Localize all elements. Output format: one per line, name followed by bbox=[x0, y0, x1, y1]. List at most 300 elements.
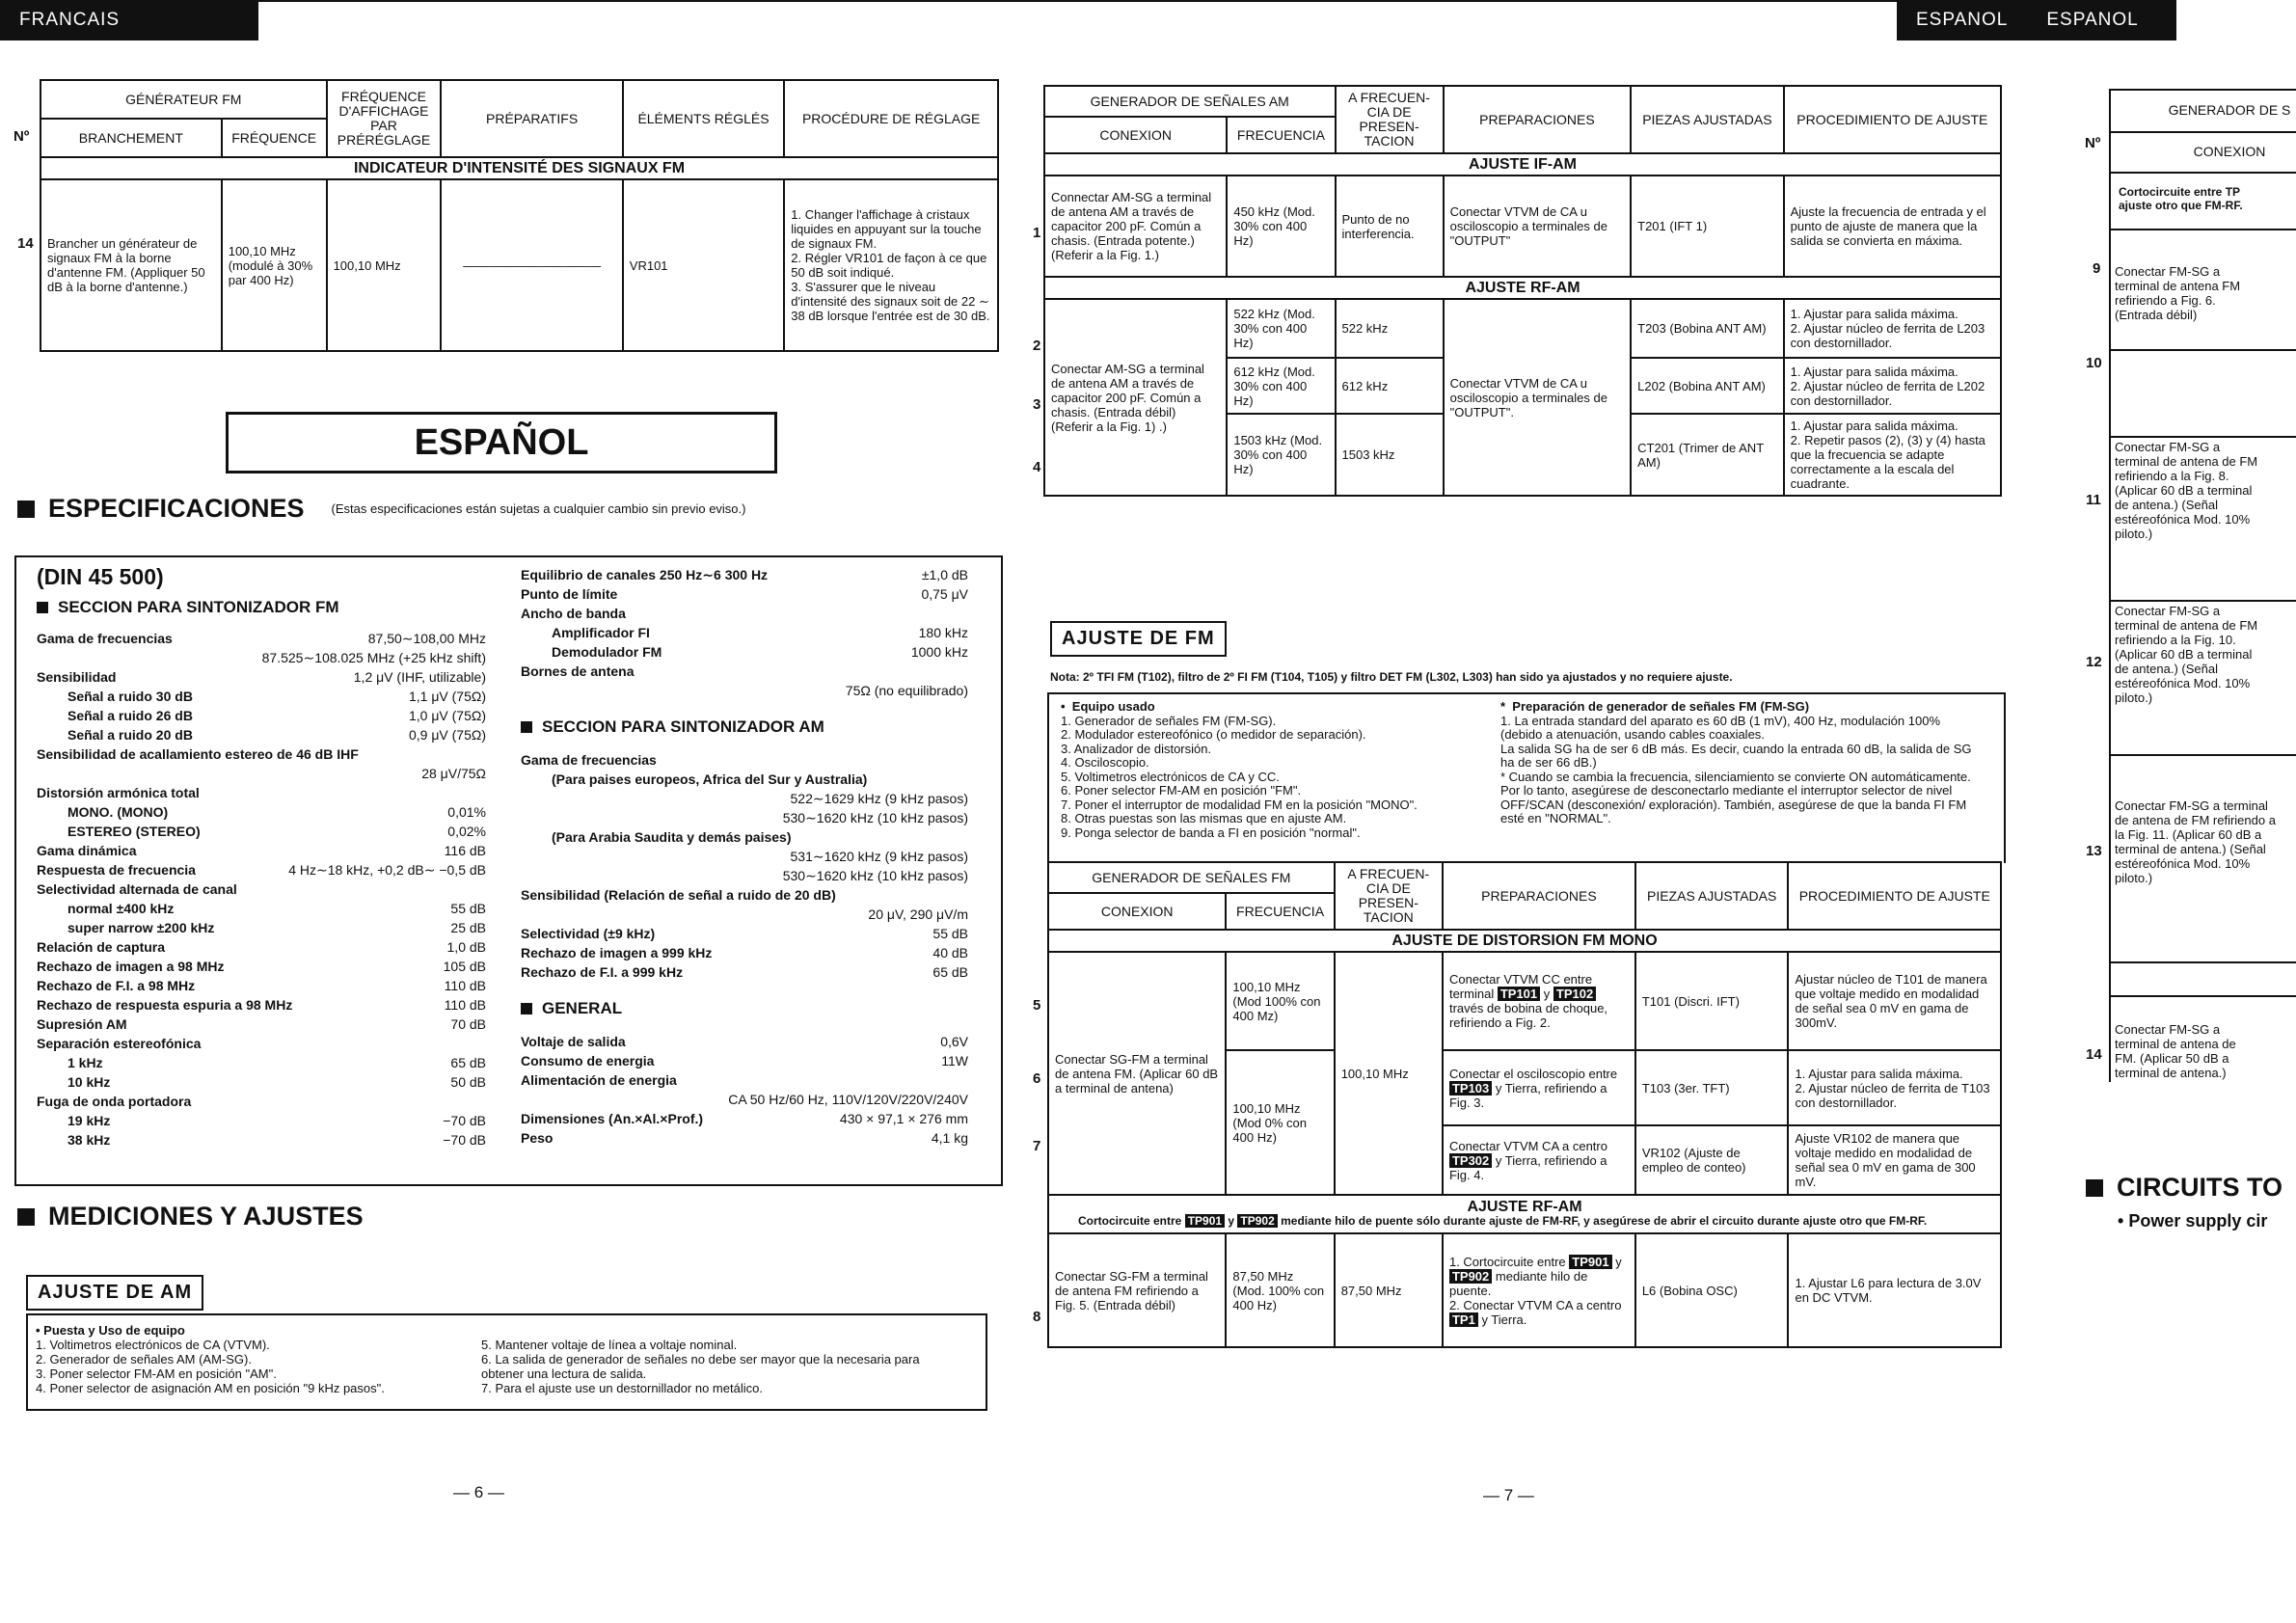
th-conexion: CONEXION bbox=[1044, 117, 1227, 153]
cell-presentacion: 100,10 MHz bbox=[1335, 952, 1443, 1195]
list-item: 7. Para el ajuste use un destornillador no metálico. bbox=[481, 1381, 763, 1395]
page-number-left: — 6 — bbox=[453, 1483, 504, 1501]
list-item: La salida SG ha de ser 6 dB más. Es decir, cuando la entrada 60 dB, la salida de SG ha de ser 66 dB.) bbox=[1500, 741, 1972, 770]
cell-presentacion: Punto de no interferencia. bbox=[1336, 176, 1444, 277]
prep-text: y Tierra. bbox=[1481, 1312, 1527, 1327]
spec-label: 38 kHz bbox=[68, 1132, 111, 1148]
ajuste-am-head: • Puesta y Uso de equipo bbox=[36, 1323, 185, 1338]
tab-espanol: ESPANOL bbox=[19, 50, 112, 70]
strip-cell: Conectar FM-SG a terminal de antena FM refiriendo a Fig. 6. (Entrada débil) bbox=[2115, 264, 2241, 322]
spec-row bbox=[37, 860, 486, 879]
spec-label: ESTEREO (STEREO) bbox=[68, 824, 201, 839]
cell-procedimiento bbox=[1788, 1050, 2001, 1125]
spec-label: Rechazo de F.I. a 98 MHz bbox=[37, 978, 196, 993]
spec-label: 1 kHz bbox=[68, 1055, 103, 1070]
square-bullet-icon bbox=[37, 602, 48, 613]
spec-label: Relación de captura bbox=[37, 939, 166, 955]
ajuste-fm-box bbox=[1047, 692, 2006, 863]
spec-label: Fuga de onda portadora bbox=[37, 1094, 192, 1109]
cell-presentacion: 1503 kHz bbox=[1336, 414, 1444, 496]
prep-text: y Tierra, refiriendo a Fig. 4. bbox=[1448, 1152, 1607, 1182]
spec-label: Ancho de banda bbox=[521, 606, 626, 621]
spec-row bbox=[37, 899, 486, 918]
prep-text: Conectar VTVM CC entre terminal bbox=[1448, 972, 1593, 1001]
spec-label: Alimentación de energia bbox=[521, 1072, 677, 1088]
strip-divider bbox=[2109, 349, 2296, 351]
list-item: 9. Ponga selector de banda a FI en posición "normal". bbox=[1061, 825, 1361, 840]
cell-frecuencia: 100,10 MHz (Mod 100% con 400 Mz) bbox=[1226, 952, 1334, 1050]
spec-value: 0,9 μV (75Ω) bbox=[408, 727, 486, 743]
spec-value: 1000 kHz bbox=[910, 644, 968, 660]
language-tab-right bbox=[1897, 0, 2176, 41]
cell-piezas: T203 (Bobina ANT AM) bbox=[1631, 299, 1783, 358]
cell-frecuencia: 612 kHz (Mod. 30% con 400 Hz) bbox=[1227, 358, 1335, 414]
row-number: 14 bbox=[17, 235, 34, 252]
ajuste-am-right bbox=[481, 1338, 934, 1395]
row-number: 8 bbox=[1033, 1309, 1041, 1325]
spec-value: 430 × 97,1 × 276 mm bbox=[839, 1111, 968, 1126]
spec-value: 530∼1620 kHz (10 kHz pasos) bbox=[782, 810, 968, 825]
fm-section-title: SECCION PARA SINTONIZADOR FM bbox=[58, 598, 339, 616]
spec-value: 20 μV, 290 μV/m bbox=[868, 906, 968, 922]
cell-presentacion: 612 kHz bbox=[1336, 358, 1444, 414]
spec-row bbox=[37, 802, 486, 822]
th-presentacion: A FRECUEN- CIA DE PRESEN- TACION bbox=[1335, 862, 1443, 930]
tp902-label: TP902 bbox=[1237, 1214, 1277, 1228]
ajuste-am-head-text: Puesta y Uso de equipo bbox=[43, 1323, 185, 1338]
spec-row bbox=[521, 962, 968, 982]
spec-value: 28 μV/75Ω bbox=[421, 766, 486, 781]
spec-label: Respuesta de frecuencia bbox=[37, 862, 196, 878]
row-number-label: Nº bbox=[14, 128, 30, 145]
strip-divider bbox=[2109, 436, 2296, 438]
spec-label: Gama dinámica bbox=[37, 843, 137, 858]
rf-note-text: Cortocircuite entre bbox=[1078, 1214, 1182, 1228]
spec-row bbox=[37, 822, 486, 841]
spec-row bbox=[521, 1128, 968, 1148]
th-procedimiento: PROCEDIMIENTO DE AJUSTE bbox=[1784, 86, 2001, 153]
rf-section-cell bbox=[1048, 1195, 2001, 1233]
th-frequence: FRÉQUENCE bbox=[222, 119, 327, 157]
am-adjust-table bbox=[1043, 85, 2002, 497]
th-frecuencia: FRECUENCIA bbox=[1226, 893, 1334, 930]
preparacion-head-text: Preparación de generador de señales FM (FM-SG) bbox=[1512, 699, 1810, 714]
cell-piezas: VR102 (Ajuste de empleo de conteo) bbox=[1635, 1125, 1789, 1195]
spec-label: Distorsión armónica total bbox=[37, 785, 200, 800]
strip-note: Cortocircuite entre TP ajuste otro que FM-RF. bbox=[2119, 185, 2243, 212]
cell-affichage: 100,10 MHz bbox=[327, 179, 442, 351]
tp902-label: TP902 bbox=[1449, 1269, 1492, 1284]
list-item: 1. La entrada standard del aparato es 60 dB (1 mV), 400 Hz, modulación 100% (debido a atenuación, usando cables coaxiales. bbox=[1500, 713, 1941, 742]
tp901-label: TP901 bbox=[1185, 1214, 1225, 1228]
tp901-label: TP901 bbox=[1569, 1255, 1611, 1269]
th-elements: ÉLÉMENTS RÉGLÉS bbox=[623, 80, 784, 157]
spec-label: Peso bbox=[521, 1130, 554, 1146]
spec-row bbox=[37, 1014, 486, 1034]
cell-preparaciones: Conectar VTVM de CA u osciloscopio a terminales de "OUTPUT" bbox=[1444, 176, 1631, 277]
cell-procedimiento: Ajustar núcleo de T101 de manera que voltaje medido en modalidad de señal sea 0 mV en gama de 300mV. bbox=[1788, 952, 2001, 1050]
spec-left-column bbox=[37, 561, 486, 1150]
proc-step: 3. S'assurer que le niveau d'intensité des signaux soit de 22 ∼ 38 dB lorsque l'entrée est de 30 dB. bbox=[791, 280, 990, 323]
row-number: 3 bbox=[1033, 396, 1041, 413]
tp102-label: TP102 bbox=[1553, 987, 1596, 1001]
spec-value: 55 dB bbox=[932, 926, 968, 941]
cell-preparaciones: 1. Cortocircuite entre TP901 y TP902 mediante hilo de puente. 2. Conectar VTVM CA a centro TP1 y Tierra. bbox=[1443, 1233, 1635, 1347]
square-bullet-icon bbox=[17, 500, 35, 518]
prep-text: través de bobina de choque, refiriendo a Fig. 2. bbox=[1448, 1001, 1608, 1030]
spec-label: Separación estereofónica bbox=[37, 1036, 202, 1051]
spec-value: 70 dB bbox=[450, 1016, 486, 1032]
spec-row bbox=[37, 687, 486, 706]
cell-procedure bbox=[784, 179, 998, 351]
cell-piezas: L202 (Bobina ANT AM) bbox=[1631, 358, 1783, 414]
cell-presentacion: 87,50 MHz bbox=[1335, 1233, 1443, 1347]
list-item: 2. Generador de señales AM (AM-SG). bbox=[36, 1352, 252, 1366]
spec-value: 0,01% bbox=[447, 804, 486, 820]
spec-value: 65 dB bbox=[932, 964, 968, 980]
cell-piezas: T101 (Discri. IFT) bbox=[1635, 952, 1789, 1050]
din-label: (DIN 45 500) bbox=[37, 564, 164, 589]
spec-value: CA 50 Hz/60 Hz, 110V/120V/220V/240V bbox=[728, 1092, 968, 1107]
especificaciones-title: ESPECIFICACIONES bbox=[48, 494, 305, 523]
spec-label: Señal a ruido 30 dB bbox=[68, 689, 193, 704]
spec-label: Rechazo de F.I. a 999 kHz bbox=[521, 964, 684, 980]
cell-conexion: Conectar SG-FM a terminal de antena FM refiriendo a Fig. 5. (Entrada débil) bbox=[1048, 1233, 1226, 1347]
spec-value: 1,1 μV (75Ω) bbox=[408, 689, 486, 704]
spec-label: 10 kHz bbox=[68, 1074, 111, 1090]
proc-step: 1. Ajustar para salida máxima. bbox=[1790, 307, 1958, 321]
spec-label: Dimensiones (An.×Al.×Prof.) bbox=[521, 1111, 704, 1126]
proc-step: 1. Ajustar para salida máxima. bbox=[1790, 364, 1958, 379]
especificaciones-note: (Estas especificaciones están sujetas a cualquier cambio sin previo eviso.) bbox=[331, 501, 746, 516]
cell-frecuencia: 450 kHz (Mod. 30% con 400 Hz) bbox=[1227, 176, 1335, 277]
fr-adjust-table bbox=[40, 79, 999, 352]
list-item: 6. La salida de generador de señales no debe ser mayor que la necesaria para obtener una lectura de salida. bbox=[481, 1352, 920, 1381]
spec-label: Demodulador FM bbox=[552, 644, 662, 660]
fm-section-heading bbox=[37, 598, 486, 617]
spec-row bbox=[521, 1051, 968, 1070]
list-item: 3. Poner selector FM-AM en posición "AM". bbox=[36, 1366, 277, 1381]
ajuste-fm-nota: Nota: 2º TFI FM (T102), filtro de 2º FI FM (T104, T105) y filtro DET FM (L302, L303) han sido ya ajustados y no requiere ajuste. bbox=[1050, 670, 1733, 684]
row-number: 12 bbox=[2086, 654, 2102, 670]
list-item: 4. Poner selector de asignación AM en posición "9 kHz pasos". bbox=[36, 1381, 385, 1395]
spec-row bbox=[521, 642, 968, 662]
spec-row bbox=[37, 1130, 486, 1150]
spec-label: Gama de frecuencias bbox=[521, 752, 657, 768]
spec-row bbox=[521, 584, 968, 604]
row-number: 4 bbox=[1033, 459, 1041, 475]
cell-preparaciones: Conectar VTVM de CA u osciloscopio a terminales de "OUTPUT". bbox=[1444, 299, 1631, 496]
cell-preparaciones bbox=[1443, 1125, 1635, 1195]
cell-frequence: 100,10 MHz (modulé à 30% par 400 Hz) bbox=[222, 179, 327, 351]
proc-step: 2. Repetir pasos (2), (3) y (4) hasta que la frecuencia se adapte correctamente a la escala del cuadrante. bbox=[1790, 433, 1985, 491]
spec-label: Punto de límite bbox=[521, 586, 618, 602]
spec-label: Señal a ruido 20 dB bbox=[68, 727, 193, 743]
list-item: 8. Otras puestas son las mismas que en ajuste AM. bbox=[1061, 811, 1347, 825]
cell-procedimiento: 1. Ajustar L6 para lectura de 3.0V en DC VTVM. bbox=[1788, 1233, 2001, 1347]
equipo-usado-head: • Equipo usado bbox=[1061, 699, 1155, 714]
tp1-label: TP1 bbox=[1449, 1312, 1478, 1327]
language-tab-left bbox=[0, 0, 258, 70]
th-frecuencia: FRECUENCIA bbox=[1227, 117, 1335, 153]
spec-label: Sensibilidad (Relación de señal a ruido de 20 dB) bbox=[521, 887, 836, 903]
th-preparaciones: PREPARACIONES bbox=[1444, 86, 1631, 153]
row-number-label: Nº bbox=[2085, 135, 2101, 151]
general-section-title: GENERAL bbox=[542, 999, 623, 1017]
th-procedure: PROCÉDURE DE RÉGLAGE bbox=[784, 80, 998, 157]
cell-procedimiento: Ajuste VR102 de manera que voltaje medido en modalidad de señal sea 0 mV en gama de 300 mV. bbox=[1788, 1125, 2001, 1195]
row-number: 9 bbox=[2093, 260, 2101, 277]
row-number: 1 bbox=[1033, 225, 1041, 241]
spec-value: 50 dB bbox=[450, 1074, 486, 1090]
spec-value: 4,1 kg bbox=[931, 1130, 968, 1146]
spec-row bbox=[37, 1072, 486, 1092]
th-preparaciones: PREPARACIONES bbox=[1443, 862, 1635, 930]
square-bullet-icon bbox=[17, 1208, 35, 1226]
spec-row bbox=[37, 706, 486, 725]
spec-value: 87.525∼108.025 MHz (+25 kHz shift) bbox=[261, 650, 486, 665]
fm-adjust-table bbox=[1047, 861, 2002, 1348]
spec-row bbox=[37, 937, 486, 957]
cell-frecuencia: 1503 kHz (Mod. 30% con 400 Hz) bbox=[1227, 414, 1335, 496]
spec-value: 4 Hz∼18 kHz, +0,2 dB∼ −0,5 dB bbox=[288, 862, 486, 878]
spec-label: Amplificador FI bbox=[552, 625, 650, 640]
cell-piezas: T201 (IFT 1) bbox=[1631, 176, 1783, 277]
power-supply-text: Power supply cir bbox=[2128, 1211, 2268, 1231]
spec-value: 1,0 dB bbox=[446, 939, 486, 955]
spec-value: 65 dB bbox=[450, 1055, 486, 1070]
spec-label: Consumo de energia bbox=[521, 1053, 655, 1068]
general-section-heading bbox=[521, 999, 968, 1018]
spec-value: 75Ω (no equilibrado) bbox=[845, 683, 968, 698]
especificaciones-heading bbox=[17, 494, 745, 524]
ajuste-am-title: AJUSTE DE AM bbox=[26, 1275, 203, 1311]
strip-divider bbox=[2109, 995, 2296, 997]
spec-label: MONO. (MONO) bbox=[68, 804, 169, 820]
row-number: 7 bbox=[1033, 1138, 1041, 1154]
th-branchement: BRANCHEMENT bbox=[41, 119, 222, 157]
spec-row bbox=[37, 957, 486, 976]
list-item: 4. Osciloscopio. bbox=[1061, 755, 1149, 770]
cell-preparaciones: Conectar VTVM CC entre terminal TP101 y TP102 través de bobina de choque, refiriendo a Fig. 2. bbox=[1443, 952, 1635, 1050]
cell-branchement: Brancher un générateur de signaux FM à la borne d'antenne FM. (Appliquer 50 dB à la borne d'antenne.) bbox=[41, 179, 222, 351]
strip-cell: Conectar FM-SG a terminal de antena de FM. (Aplicar 50 dB a terminal de antena.) bbox=[2115, 1022, 2236, 1080]
list-item: 5. Voltimetros electrónicos de CA y CC. bbox=[1061, 769, 1280, 784]
th-conexion: CONEXION bbox=[1048, 893, 1226, 930]
strip-cell: Conectar FM-SG a terminal de antena de FM refiriendo a la Fig. 10. (Aplicar 60 dB a terminal de antena.) (Señal estéreofónica Mod. 10% piloto.) bbox=[2115, 604, 2258, 705]
preparacion-generador bbox=[1500, 700, 1983, 826]
prep-text: mediante hilo de puente. bbox=[1448, 1268, 1588, 1298]
strip-frame bbox=[2109, 89, 2296, 1082]
proc-step: 1. Changer l'affichage à cristaux liquides en appuyant sur la touche de signaux FM. bbox=[791, 207, 982, 251]
tp302-label: TP302 bbox=[1449, 1153, 1492, 1168]
th-piezas: PIEZAS AJUSTADAS bbox=[1631, 86, 1783, 153]
espanol-title: ESPAÑOL bbox=[226, 412, 777, 473]
th-generator: GÉNÉRATEUR FM bbox=[41, 80, 327, 119]
row-number: 6 bbox=[1033, 1070, 1041, 1087]
rf-note: Cortocircuite entre TP901 y TP902 mediante hilo de puente sólo durante ajuste de FM-RF, y asegúrese de abrir el circuito durante ajuste otro que FM-RF. bbox=[1078, 1214, 1928, 1228]
spec-value: 1,0 μV (75Ω) bbox=[408, 708, 486, 723]
right-strip bbox=[2109, 89, 2296, 1082]
cell-procedimiento: Ajuste la frecuencia de entrada y el punto de ajuste de manera que la salida se convierta en máxima. bbox=[1784, 176, 2001, 277]
list-item: 5. Mantener voltaje de línea a voltaje nominal. bbox=[481, 1338, 738, 1352]
spec-row bbox=[521, 1109, 968, 1128]
spec-row bbox=[521, 1032, 968, 1051]
spec-value: 531∼1620 kHz (9 kHz pasos) bbox=[790, 849, 968, 864]
spec-value: 1,2 μV (IHF, utilizable) bbox=[353, 669, 486, 685]
square-bullet-icon bbox=[521, 721, 532, 733]
section-indicateur: INDICATEUR D'INTENSITÉ DES SIGNAUX FM bbox=[41, 157, 998, 179]
spec-value: 522∼1629 kHz (9 kHz pasos) bbox=[790, 791, 968, 806]
spec-value: 87,50∼108,00 MHz bbox=[367, 631, 486, 646]
row-number: 2 bbox=[1033, 338, 1041, 354]
spec-value: 105 dB bbox=[443, 959, 486, 974]
list-item: 1. Generador de señales FM (FM-SG). bbox=[1061, 713, 1277, 728]
spec-label: Rechazo de imagen a 98 MHz bbox=[37, 959, 225, 974]
spec-value: −70 dB bbox=[443, 1113, 486, 1128]
cell-procedimiento bbox=[1784, 414, 2001, 496]
spec-label: Sensibilidad de acallamiento estereo de 46 dB IHF bbox=[37, 746, 359, 762]
th-piezas: PIEZAS AJUSTADAS bbox=[1635, 862, 1789, 930]
strip-th-generator: GENERADOR DE S bbox=[2109, 89, 2296, 133]
cell-piezas: T103 (3er. TFT) bbox=[1635, 1050, 1789, 1125]
prep-text: y Tierra, refiriendo a Fig. 3. bbox=[1448, 1080, 1607, 1110]
spec-label: Bornes de antena bbox=[521, 663, 635, 679]
preparacion-head: * Preparación de generador de señales FM (FM-SG) bbox=[1500, 699, 1810, 714]
spec-label: (Para paises europeos, Africa del Sur y Australia) bbox=[552, 771, 868, 787]
spec-label: Rechazo de imagen a 999 kHz bbox=[521, 945, 713, 960]
list-item: 6. Poner selector FM-AM en posición "FM". bbox=[1061, 783, 1302, 798]
mediciones-title: MEDICIONES Y AJUSTES bbox=[48, 1202, 364, 1231]
proc-step: 2. Ajustar núcleo de ferrita de L202 con destornillador. bbox=[1790, 378, 1985, 408]
cell-frecuencia: 522 kHz (Mod. 30% con 400 Hz) bbox=[1227, 299, 1335, 358]
list-item: * Cuando se cambia la frecuencia, silenciamiento se convierte ON automáticamente. Por lo tanto, asegúrese de desconectarlo mediante el interruptor selector de nivel OFF/SCAN (desconexión/ exploración). También, asegúrese de que la banda FI FM esté en "NORMAL". bbox=[1500, 769, 1971, 825]
list-item: 1. Voltimetros electrónicos de CA (VTVM). bbox=[36, 1338, 270, 1352]
spec-row bbox=[37, 629, 486, 648]
row-number: 11 bbox=[2086, 492, 2101, 508]
tab-francais: FRANCAIS bbox=[19, 10, 121, 30]
proc-step: 1. Ajustar para salida máxima. bbox=[1790, 419, 1958, 433]
spec-value: 25 dB bbox=[450, 920, 486, 935]
spec-value: 530∼1620 kHz (10 kHz pasos) bbox=[782, 868, 968, 883]
am-section-title: SECCION PARA SINTONIZADOR AM bbox=[542, 717, 824, 736]
strip-divider bbox=[2109, 229, 2296, 230]
tab-espanol-2: ESPANOL bbox=[2046, 10, 2139, 30]
section-rf-am: AJUSTE RF-AM bbox=[1467, 1199, 1582, 1215]
spec-value: 0,6V bbox=[940, 1034, 968, 1049]
cell-frecuencia: 100,10 MHz (Mod 0% con 400 Hz) bbox=[1226, 1050, 1334, 1195]
top-rule bbox=[258, 0, 1897, 2]
spec-row bbox=[521, 565, 968, 584]
square-bullet-icon bbox=[2086, 1179, 2103, 1197]
tab-espanol-1: ESPANOL bbox=[1916, 10, 2009, 30]
list-item: 3. Analizador de distorsión. bbox=[1061, 741, 1212, 756]
spec-label: super narrow ±200 kHz bbox=[68, 920, 215, 935]
tp101-label: TP101 bbox=[1498, 987, 1540, 1001]
spec-value: 110 dB bbox=[444, 997, 486, 1013]
mediciones-heading bbox=[17, 1202, 364, 1231]
ajuste-fm-title: AJUSTE DE FM bbox=[1050, 621, 1227, 657]
proc-step: 1. Ajustar para salida máxima. bbox=[1795, 1066, 1963, 1081]
spec-value: 0,75 μV bbox=[921, 586, 968, 602]
cell-conexion: Conectar AM-SG a terminal de antena AM a través de capacitor 200 pF. Común a chasis. (Entrada débil) (Referir a la Fig. 1) .) bbox=[1044, 299, 1227, 496]
th-preparatifs: PRÉPARATIFS bbox=[441, 80, 622, 157]
strip-divider bbox=[2109, 754, 2296, 756]
spec-value: −70 dB bbox=[443, 1132, 486, 1148]
spec-right-column bbox=[521, 565, 968, 1148]
ajuste-am-left bbox=[36, 1323, 489, 1395]
cell-presentacion: 522 kHz bbox=[1336, 299, 1444, 358]
spec-label: normal ±400 kHz bbox=[68, 901, 175, 916]
equipo-usado-head-text: Equipo usado bbox=[1071, 699, 1155, 714]
cell-frecuencia: 87,50 MHz (Mod. 100% con 400 Hz) bbox=[1226, 1233, 1334, 1347]
ajuste-am-box bbox=[26, 1313, 987, 1411]
strip-cell: Conectar FM-SG a terminal de antena de FM refiriendo a la Fig. 11. (Aplicar 60 dB a terminal de antena.) (Señal estéreofónica Mod. 10% piloto.) bbox=[2115, 798, 2276, 885]
strip-divider bbox=[2109, 600, 2296, 602]
spec-value: 11W bbox=[941, 1053, 968, 1068]
spec-row bbox=[37, 1111, 486, 1130]
cell-procedimiento bbox=[1784, 299, 2001, 358]
spec-label: 19 kHz bbox=[68, 1113, 111, 1128]
page-number-right: — 7 — bbox=[1483, 1486, 1534, 1504]
section-distorsion: AJUSTE DE DISTORSION FM MONO bbox=[1048, 930, 2001, 952]
spec-row bbox=[37, 1053, 486, 1072]
cell-piezas: L6 (Bobina OSC) bbox=[1635, 1233, 1789, 1347]
rf-note-text: mediante hilo de puente sólo durante ajuste de FM-RF, y asegúrese de abrir el circuito durante ajuste otro que FM-RF. bbox=[1281, 1214, 1928, 1228]
circuits-heading bbox=[2086, 1173, 2296, 1203]
spec-label: Gama de frecuencias bbox=[37, 631, 173, 646]
square-bullet-icon bbox=[521, 1003, 532, 1014]
spec-label: Señal a ruido 26 dB bbox=[68, 708, 193, 723]
spec-value: ±1,0 dB bbox=[921, 567, 968, 582]
spec-label: (Para Arabia Saudita y demás paises) bbox=[552, 829, 792, 845]
spec-label: Equilibrio de canales 250 Hz∼6 300 Hz bbox=[521, 567, 769, 582]
spec-value: 55 dB bbox=[450, 901, 486, 916]
spec-row bbox=[37, 725, 486, 744]
power-supply-item: • Power supply cir bbox=[2118, 1211, 2268, 1231]
spec-label: Supresión AM bbox=[37, 1016, 127, 1032]
cell-elements: VR101 bbox=[623, 179, 784, 351]
th-generator: GENERADOR DE SEÑALES AM bbox=[1044, 86, 1336, 117]
spec-value: 116 dB bbox=[444, 843, 486, 858]
prep-text: Conectar el osciloscopio entre bbox=[1448, 1066, 1618, 1081]
spec-value: 40 dB bbox=[932, 945, 968, 960]
section-rf-am: AJUSTE RF-AM bbox=[1044, 277, 2001, 299]
strip-divider bbox=[2109, 961, 2296, 963]
cell-piezas: CT201 (Trimer de ANT AM) bbox=[1631, 414, 1783, 496]
spec-label: Voltaje de salida bbox=[521, 1034, 626, 1049]
proc-step: 2. Régler VR101 de façon à ce que 50 dB soit indiqué. bbox=[791, 251, 987, 280]
cell-conexion: Conectar SG-FM a terminal de antena FM. (Aplicar 60 dB a terminal de antena) bbox=[1048, 952, 1226, 1195]
th-affichage: FRÉQUENCE D'AFFICHAGE PAR PRÉRÉGLAGE bbox=[327, 80, 442, 157]
proc-step: 2. Ajustar núcleo de ferrita de L203 con destornillador. bbox=[1790, 321, 1985, 350]
prep-text: 2. Conectar VTVM CA a centro bbox=[1448, 1297, 1622, 1312]
spec-label: Sensibilidad bbox=[37, 669, 117, 685]
equipo-usado bbox=[1061, 700, 1504, 840]
th-presentacion: A FRECUEN- CIA DE PRESEN- TACION bbox=[1336, 86, 1444, 153]
prep-text: 1. Cortocircuite entre bbox=[1448, 1254, 1566, 1269]
spec-row bbox=[37, 841, 486, 860]
prep-text: Conectar VTVM CA a centro bbox=[1448, 1138, 1607, 1153]
circuits-title: CIRCUITS TO bbox=[2117, 1173, 2283, 1202]
cell-conexion: Connectar AM-SG a terminal de antena AM a través de capacitor 200 pF. Común a chasis. (Entrada potente.) (Referir a la Fig. 1.) bbox=[1044, 176, 1227, 277]
spec-row bbox=[37, 667, 486, 687]
spec-row bbox=[37, 918, 486, 937]
section-if-am: AJUSTE IF-AM bbox=[1044, 153, 2001, 176]
spec-row bbox=[521, 623, 968, 642]
proc-step: 2. Ajustar núcleo de ferrita de T103 con destornillador. bbox=[1795, 1080, 1990, 1110]
tp103-label: TP103 bbox=[1449, 1081, 1492, 1096]
